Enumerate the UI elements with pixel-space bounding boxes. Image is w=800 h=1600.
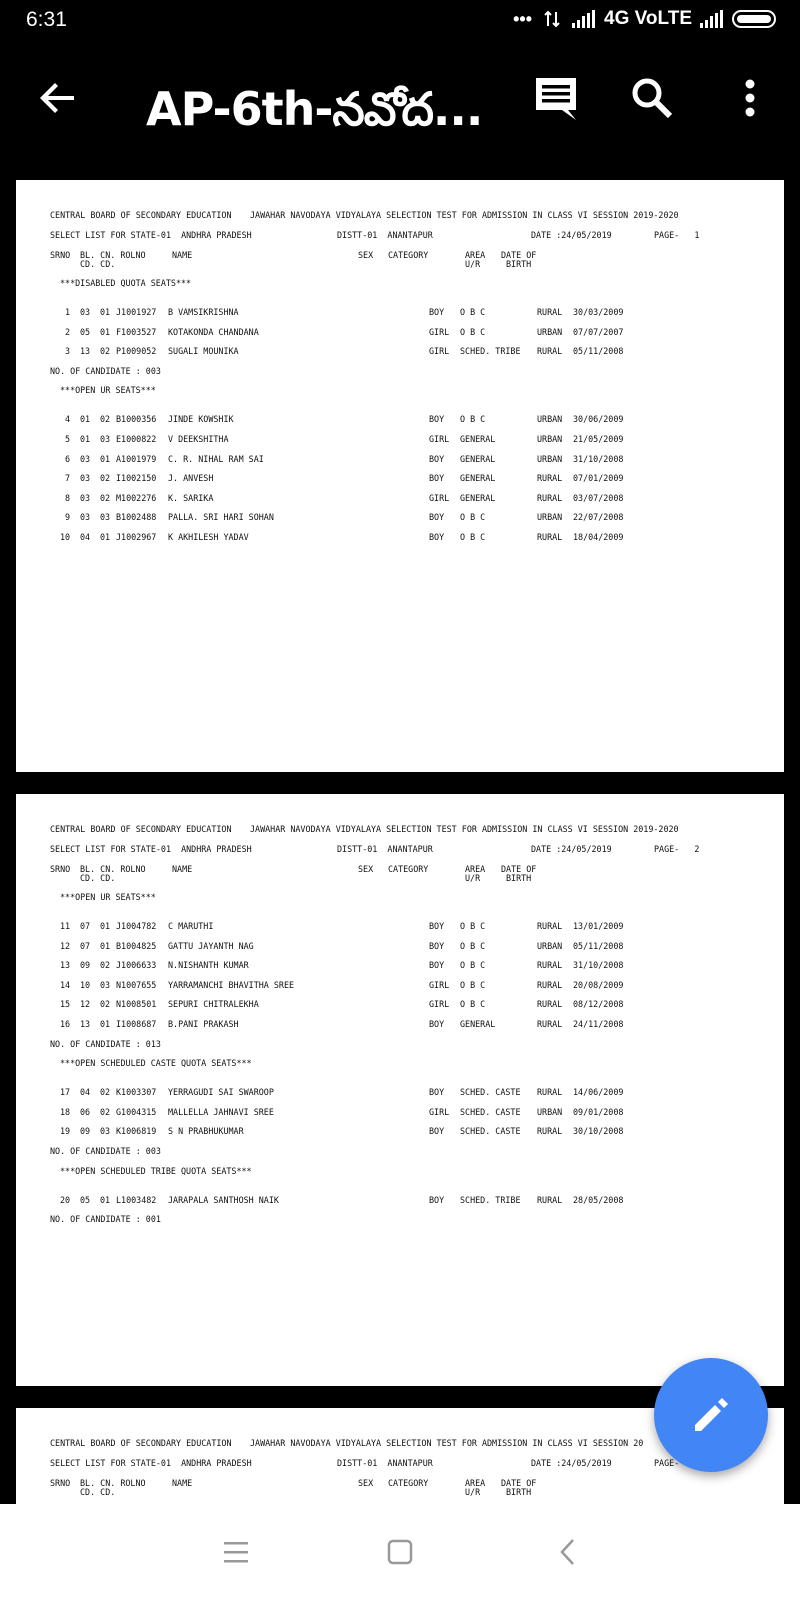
- row-rolno: B1002488: [116, 512, 157, 523]
- page-number: PAGE- 1: [654, 230, 700, 240]
- row-name: B VAMSIKRISHNA: [168, 307, 239, 317]
- row-name: V DEEKSHITHA: [168, 434, 229, 444]
- row-category: O B C: [460, 940, 486, 951]
- row-srno: 13: [60, 960, 71, 971]
- edit-icon: [689, 1393, 733, 1437]
- row-srno: 8: [65, 492, 71, 503]
- row-name: SEPURI CHITRALEKHA: [168, 999, 259, 1010]
- col-header-name: NAME: [172, 250, 193, 260]
- row-category: O B C: [460, 960, 486, 971]
- row-category: O B C: [460, 512, 486, 523]
- data-arrows-icon: [540, 10, 564, 28]
- col-header-area: AREA: [465, 1478, 486, 1488]
- report-header-board: CENTRAL BOARD OF SECONDARY EDUCATION: [50, 210, 232, 220]
- row-cn-cd: 02: [100, 999, 111, 1010]
- edit-fab-button[interactable]: [654, 1358, 768, 1472]
- col-header-ur: U/R: [465, 259, 481, 269]
- row-dob: 21/05/2009: [573, 434, 624, 444]
- row-cn-cd: 03: [100, 979, 111, 990]
- row-rolno: F1003527: [116, 326, 157, 337]
- document-title: AP-6th-నవోద...: [146, 82, 483, 136]
- row-srno: 20: [60, 1194, 71, 1205]
- col-header-sex: SEX: [358, 1478, 374, 1488]
- row-name: MALLELLA JAHNAVI SREE: [168, 1106, 274, 1117]
- row-srno: 12: [60, 940, 71, 951]
- row-category: O B C: [460, 307, 486, 317]
- row-dob: 03/07/2008: [573, 492, 624, 503]
- row-rolno: G1004315: [116, 1106, 157, 1117]
- row-area: RURAL: [537, 999, 563, 1010]
- row-bl-cd: 07: [80, 940, 91, 951]
- row-area: URBAN: [537, 434, 563, 444]
- row-bl-cd: 03: [80, 492, 91, 503]
- row-sex: BOY: [429, 1019, 445, 1029]
- row-srno: 1: [65, 307, 71, 317]
- row-srno: 19: [60, 1126, 71, 1137]
- row-sex: BOY: [429, 1194, 445, 1205]
- col-header-sex: SEX: [358, 250, 374, 260]
- row-category: SCHED. CASTE: [460, 1126, 521, 1137]
- row-rolno: M1002276: [116, 492, 157, 503]
- select-list-label: SELECT LIST FOR STATE-01 ANDHRA PRADESH: [50, 1458, 252, 1468]
- row-name: PALLA. SRI HARI SOHAN: [168, 512, 274, 523]
- row-rolno: J1002967: [116, 532, 157, 542]
- row-dob: 09/01/2008: [573, 1106, 624, 1117]
- candidate-count: NO. OF CANDIDATE : 013: [50, 1038, 161, 1049]
- col-header-bl-cn-rolno: BL. CN. ROLNO: [80, 1478, 146, 1488]
- row-rolno: J1001927: [116, 307, 157, 317]
- section-heading: ***OPEN UR SEATS***: [60, 892, 156, 902]
- more-vert-icon[interactable]: [730, 74, 770, 122]
- signal-icon: [572, 10, 596, 28]
- col-header-dob: DATE OF: [501, 1478, 537, 1488]
- row-srno: 17: [60, 1087, 71, 1098]
- row-rolno: I1002150: [116, 473, 157, 484]
- row-sex: BOY: [429, 940, 445, 951]
- row-sex: BOY: [429, 453, 445, 464]
- row-bl-cd: 13: [80, 1019, 91, 1029]
- row-sex: BOY: [429, 307, 445, 317]
- row-dob: 08/12/2008: [573, 999, 624, 1010]
- row-dob: 13/01/2009: [573, 921, 624, 931]
- row-name: S N PRABHUKUMAR: [168, 1126, 244, 1137]
- row-category: SCHED. CASTE: [460, 1087, 521, 1098]
- col-header-category: CATEGORY: [388, 1478, 429, 1488]
- row-area: RURAL: [537, 979, 563, 990]
- row-rolno: J1006633: [116, 960, 157, 971]
- row-name: KOTAKONDA CHANDANA: [168, 326, 259, 337]
- row-name: YARRAMANCHI BHAVITHA SREE: [168, 979, 295, 990]
- row-dob: 28/05/2008: [573, 1194, 624, 1205]
- row-sex: BOY: [429, 473, 445, 484]
- row-srno: 16: [60, 1019, 71, 1029]
- row-bl-cd: 06: [80, 1106, 91, 1117]
- row-sex: BOY: [429, 1087, 445, 1098]
- row-name: JINDE KOWSHIK: [168, 414, 234, 425]
- row-bl-cd: 04: [80, 1087, 91, 1098]
- row-bl-cd: 07: [80, 921, 91, 931]
- row-sex: GIRL: [429, 346, 450, 357]
- row-srno: 4: [65, 414, 71, 425]
- select-list-label: SELECT LIST FOR STATE-01 ANDHRA PRADESH: [50, 230, 252, 240]
- row-area: RURAL: [537, 921, 563, 931]
- row-cn-cd: 03: [100, 1126, 111, 1137]
- row-rolno: E1000822: [116, 434, 157, 444]
- dots-icon: •••: [513, 8, 533, 29]
- row-name: B.PANI PRAKASH: [168, 1019, 239, 1029]
- section-heading: ***OPEN SCHEDULED TRIBE QUOTA SEATS***: [60, 1165, 252, 1176]
- row-srno: 14: [60, 979, 71, 990]
- section-heading: ***DISABLED QUOTA SEATS***: [60, 278, 192, 288]
- row-sex: GIRL: [429, 979, 450, 990]
- col-header-area: AREA: [465, 250, 486, 260]
- col-header-cd: CD. CD.: [80, 873, 116, 883]
- col-header-cd: CD. CD.: [80, 1487, 116, 1497]
- row-sex: GIRL: [429, 326, 450, 337]
- report-date: DATE :24/05/2019: [531, 1458, 612, 1468]
- battery-icon: [732, 10, 776, 28]
- row-cn-cd: 02: [100, 346, 111, 357]
- col-header-dob: DATE OF: [501, 250, 537, 260]
- row-rolno: A1001979: [116, 453, 157, 464]
- row-bl-cd: 04: [80, 532, 91, 542]
- row-rolno: L1003482: [116, 1194, 157, 1205]
- row-srno: 7: [65, 473, 71, 484]
- row-bl-cd: 03: [80, 307, 91, 317]
- row-dob: 30/10/2008: [573, 1126, 624, 1137]
- row-srno: 15: [60, 999, 71, 1010]
- row-rolno: N1007655: [116, 979, 157, 990]
- row-bl-cd: 10: [80, 979, 91, 990]
- row-bl-cd: 05: [80, 326, 91, 337]
- row-srno: 6: [65, 453, 71, 464]
- navigation-bar: [0, 1504, 800, 1600]
- row-cn-cd: 01: [100, 921, 111, 931]
- report-header-title: JAWAHAR NAVODAYA VIDYALAYA SELECTION TEST FOR ADMISSION IN CLASS VI SESSION 2019-2020: [250, 824, 679, 834]
- row-category: GENERAL: [460, 1019, 496, 1029]
- row-sex: BOY: [429, 532, 445, 542]
- row-cn-cd: 02: [100, 492, 111, 503]
- row-rolno: B1004825: [116, 940, 157, 951]
- col-header-bl-cn-rolno: BL. CN. ROLNO: [80, 250, 146, 260]
- row-srno: 11: [60, 921, 71, 931]
- row-category: O B C: [460, 414, 486, 425]
- row-cn-cd: 01: [100, 940, 111, 951]
- row-rolno: B1000356: [116, 414, 157, 425]
- col-header-bl-cn-rolno: BL. CN. ROLNO: [80, 864, 146, 874]
- row-dob: 31/10/2008: [573, 453, 624, 464]
- row-dob: 07/07/2007: [573, 326, 624, 337]
- row-category: GENERAL: [460, 492, 496, 503]
- row-area: RURAL: [537, 1019, 563, 1029]
- status-icons: [513, 8, 776, 30]
- row-cn-cd: 01: [100, 307, 111, 317]
- row-area: RURAL: [537, 1126, 563, 1137]
- row-name: J. ANVESH: [168, 473, 214, 484]
- row-name: K. SARIKA: [168, 492, 214, 503]
- row-rolno: K1003307: [116, 1087, 157, 1098]
- row-sex: BOY: [429, 512, 445, 523]
- section-heading: ***OPEN SCHEDULED CASTE QUOTA SEATS***: [60, 1058, 252, 1069]
- row-area: RURAL: [537, 307, 563, 317]
- row-cn-cd: 02: [100, 1106, 111, 1117]
- col-header-name: NAME: [172, 864, 193, 874]
- row-dob: 22/07/2008: [573, 512, 624, 523]
- home-icon[interactable]: [376, 1528, 424, 1576]
- app-bar: [0, 44, 800, 180]
- candidate-count: NO. OF CANDIDATE : 003: [50, 1146, 161, 1156]
- row-area: URBAN: [537, 414, 563, 425]
- row-bl-cd: 01: [80, 414, 91, 425]
- row-area: RURAL: [537, 960, 563, 971]
- row-srno: 5: [65, 434, 71, 444]
- document-page-1: [16, 180, 784, 772]
- row-dob: 31/10/2008: [573, 960, 624, 971]
- row-category: O B C: [460, 532, 486, 542]
- section-heading: ***OPEN UR SEATS***: [60, 385, 156, 396]
- row-area: URBAN: [537, 326, 563, 337]
- row-cn-cd: 01: [100, 1019, 111, 1029]
- report-date: DATE :24/05/2019: [531, 844, 612, 854]
- col-header-name: NAME: [172, 1478, 193, 1488]
- row-name: C MARUTHI: [168, 921, 214, 931]
- row-srno: 9: [65, 512, 71, 523]
- row-dob: 30/03/2009: [573, 307, 624, 317]
- report-header-board: CENTRAL BOARD OF SECONDARY EDUCATION: [50, 1438, 232, 1448]
- row-rolno: I1008687: [116, 1019, 157, 1029]
- row-sex: BOY: [429, 921, 445, 931]
- report-header-title: JAWAHAR NAVODAYA VIDYALAYA SELECTION TEST FOR ADMISSION IN CLASS VI SESSION 2019-2020: [250, 210, 679, 220]
- col-header-cd: CD. CD.: [80, 259, 116, 269]
- col-header-dob: DATE OF: [501, 864, 537, 874]
- row-name: YERRAGUDI SAI SWAROOP: [168, 1087, 274, 1098]
- row-dob: 05/11/2008: [573, 346, 624, 357]
- col-header-birth: BIRTH: [506, 873, 532, 883]
- row-cn-cd: 03: [100, 434, 111, 444]
- page-number: PAGE-: [654, 1458, 680, 1468]
- row-srno: 10: [60, 532, 71, 542]
- row-sex: BOY: [429, 414, 445, 425]
- row-cn-cd: 02: [100, 473, 111, 484]
- select-list-label: SELECT LIST FOR STATE-01 ANDHRA PRADESH: [50, 844, 252, 854]
- row-cn-cd: 02: [100, 960, 111, 971]
- row-name: C. R. NIHAL RAM SAI: [168, 453, 264, 464]
- row-category: O B C: [460, 921, 486, 931]
- col-header-srno: SRNO: [50, 250, 71, 260]
- row-category: SCHED. TRIBE: [460, 1194, 521, 1205]
- col-header-category: CATEGORY: [388, 250, 429, 260]
- row-srno: 2: [65, 326, 71, 337]
- district-label: DISTT-01 ANANTAPUR: [337, 1458, 433, 1468]
- status-time: 6:31: [26, 8, 67, 31]
- col-header-srno: SRNO: [50, 1478, 71, 1488]
- row-bl-cd: 01: [80, 434, 91, 444]
- col-header-category: CATEGORY: [388, 864, 429, 874]
- candidate-count: NO. OF CANDIDATE : 003: [50, 365, 161, 376]
- row-dob: 14/06/2009: [573, 1087, 624, 1098]
- col-header-sex: SEX: [358, 864, 374, 874]
- report-header-title: JAWAHAR NAVODAYA VIDYALAYA SELECTION TEST FOR ADMISSION IN CLASS VI SESSION 20: [250, 1438, 644, 1448]
- row-category: O B C: [460, 999, 486, 1010]
- row-name: N.NISHANTH KUMAR: [168, 960, 249, 971]
- col-header-birth: BIRTH: [506, 259, 532, 269]
- status-bar: [0, 0, 800, 44]
- row-sex: GIRL: [429, 492, 450, 503]
- row-area: RURAL: [537, 492, 563, 503]
- row-bl-cd: 12: [80, 999, 91, 1010]
- row-cn-cd: 02: [100, 414, 111, 425]
- row-area: RURAL: [537, 346, 563, 357]
- row-bl-cd: 13: [80, 346, 91, 357]
- back-icon[interactable]: [544, 1528, 592, 1576]
- row-sex: BOY: [429, 1126, 445, 1137]
- row-sex: GIRL: [429, 1106, 450, 1117]
- row-bl-cd: 09: [80, 1126, 91, 1137]
- col-header-ur: U/R: [465, 873, 481, 883]
- row-area: RURAL: [537, 532, 563, 542]
- network-label: 4G VoLTE: [604, 8, 692, 29]
- row-category: SCHED. CASTE: [460, 1106, 521, 1117]
- row-category: O B C: [460, 979, 486, 990]
- row-category: O B C: [460, 326, 486, 337]
- row-area: RURAL: [537, 1087, 563, 1098]
- row-srno: 3: [65, 346, 71, 357]
- row-rolno: N1008501: [116, 999, 157, 1010]
- row-cn-cd: 01: [100, 1194, 111, 1205]
- row-dob: 18/04/2009: [573, 532, 624, 542]
- col-header-birth: BIRTH: [506, 1487, 532, 1497]
- row-area: RURAL: [537, 1194, 563, 1205]
- row-name: GATTU JAYANTH NAG: [168, 940, 254, 951]
- row-srno: 18: [60, 1106, 71, 1117]
- row-dob: 20/08/2009: [573, 979, 624, 990]
- row-cn-cd: 02: [100, 1087, 111, 1098]
- back-arrow-icon[interactable]: [34, 74, 82, 122]
- district-label: DISTT-01 ANANTAPUR: [337, 230, 433, 240]
- row-bl-cd: 03: [80, 473, 91, 484]
- row-dob: 24/11/2008: [573, 1019, 624, 1029]
- signal-icon-2: [700, 10, 724, 28]
- row-area: URBAN: [537, 940, 563, 951]
- report-header-board: CENTRAL BOARD OF SECONDARY EDUCATION: [50, 824, 232, 834]
- row-area: RURAL: [537, 473, 563, 484]
- page-number: PAGE- 2: [654, 844, 700, 854]
- row-category: GENERAL: [460, 473, 496, 484]
- row-cn-cd: 03: [100, 512, 111, 523]
- search-icon[interactable]: [628, 74, 676, 122]
- candidate-count: NO. OF CANDIDATE : 001: [50, 1214, 161, 1225]
- row-cn-cd: 01: [100, 453, 111, 464]
- col-header-ur: U/R: [465, 1487, 481, 1497]
- row-bl-cd: 03: [80, 512, 91, 523]
- row-dob: 07/01/2009: [573, 473, 624, 484]
- row-cn-cd: 01: [100, 532, 111, 542]
- menu-icon[interactable]: [212, 1528, 260, 1576]
- row-name: K AKHILESH YADAV: [168, 532, 249, 542]
- comment-icon[interactable]: [532, 74, 580, 122]
- col-header-area: AREA: [465, 864, 486, 874]
- row-sex: GIRL: [429, 999, 450, 1010]
- report-date: DATE :24/05/2019: [531, 230, 612, 240]
- row-name: SUGALI MOUNIKA: [168, 346, 239, 357]
- row-rolno: K1006819: [116, 1126, 157, 1137]
- row-dob: 30/06/2009: [573, 414, 624, 425]
- row-area: URBAN: [537, 512, 563, 523]
- row-sex: GIRL: [429, 434, 450, 444]
- row-area: URBAN: [537, 1106, 563, 1117]
- row-cn-cd: 01: [100, 326, 111, 337]
- row-rolno: P1009052: [116, 346, 157, 357]
- row-area: URBAN: [537, 453, 563, 464]
- row-category: SCHED. TRIBE: [460, 346, 521, 357]
- district-label: DISTT-01 ANANTAPUR: [337, 844, 433, 854]
- row-category: GENERAL: [460, 434, 496, 444]
- row-bl-cd: 03: [80, 453, 91, 464]
- document-page-2: [16, 794, 784, 1386]
- row-dob: 05/11/2008: [573, 940, 624, 951]
- row-name: JARAPALA SANTHOSH NAIK: [168, 1194, 279, 1205]
- col-header-srno: SRNO: [50, 864, 71, 874]
- row-bl-cd: 05: [80, 1194, 91, 1205]
- row-sex: BOY: [429, 960, 445, 971]
- row-rolno: J1004782: [116, 921, 157, 931]
- row-category: GENERAL: [460, 453, 496, 464]
- row-bl-cd: 09: [80, 960, 91, 971]
